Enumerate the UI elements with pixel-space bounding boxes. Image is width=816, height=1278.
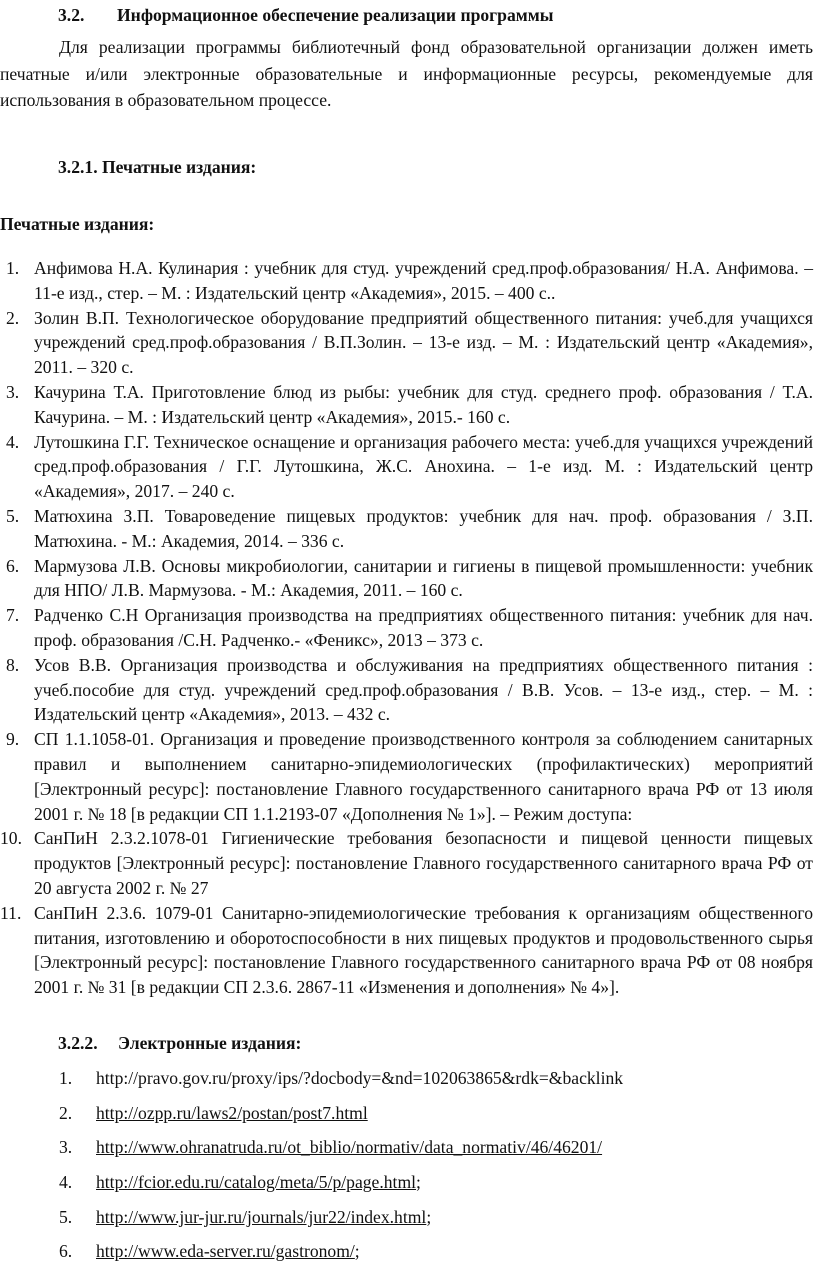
reference-text: Золин В.П. Технологическое оборудование предприятий общественного питания: учеб.для учащихся учреждений сред.проф.образования / В.П.Золин. – 13-е изд. – М. : Издательский центр «Академия», 2011. – 320 с. xyxy=(34,307,813,378)
reference-item xyxy=(0,901,813,1000)
reference-item xyxy=(0,256,813,306)
reference-text: Усов В.В. Организация производства и обслуживания на предприятиях общественного питания : учеб.пособие для студ. учреждений сред.проф.образования / В.В. Усов. – 13-е изд., стер. – М. : Издательский центр «Академия», 2013. – 432 с. xyxy=(34,654,813,725)
link-container xyxy=(96,1239,360,1263)
reference-text: Матюхина З.П. Товароведение пищевых продуктов: учебник для нач. проф. образования / З.П. Матюхина. - М.: Академия, 2014. – 336 с. xyxy=(34,505,813,551)
subsection-printed-title: 3.2.1. Печатные издания: xyxy=(58,157,257,177)
section-title: Информационное обеспечение реализации программы xyxy=(117,5,554,25)
link-container xyxy=(96,1066,623,1090)
reference-number: 11. xyxy=(0,902,22,923)
link-number: 2. xyxy=(59,1102,73,1123)
link-suffix: ; xyxy=(416,1172,421,1193)
reference-item xyxy=(0,306,813,380)
electronic-link[interactable]: http://www.eda-server.ru/gastronom/ xyxy=(96,1241,355,1262)
reference-number: 10. xyxy=(0,828,22,849)
subsection-electronic-title: Электронные издания: xyxy=(118,1033,302,1053)
reference-item xyxy=(0,727,813,826)
reference-number: 7. xyxy=(6,605,20,626)
reference-number: 2. xyxy=(6,307,20,328)
reference-number: 5. xyxy=(6,505,20,526)
printed-heading: Печатные издания: xyxy=(0,214,155,234)
reference-item xyxy=(0,826,813,900)
link-number: 4. xyxy=(59,1172,73,1193)
link-number: 5. xyxy=(59,1206,73,1227)
reference-number: 4. xyxy=(6,431,20,452)
section-number: 3.2. xyxy=(58,5,85,25)
reference-text: СП 1.1.1058-01. Организация и проведение производственного контроля за соблюдением санитарных правил и выполнением санитарно-эпидемиологических (профилактических) мероприятий [Электронный ресурс]: постановление Главного государственного санитарного врача РФ от 13 июля 2001 г. № 18 [в редакции СП 1.1.2193-07 «Дополнения № 1»]. – Режим доступа: xyxy=(34,729,813,824)
link-container xyxy=(96,1170,421,1194)
reference-text: СанПиН 2.3.2.1078-01 Гигиенические требования безопасности и пищевой ценности пищевых продуктов [Электронный ресурс]: постановление Главного государственного санитарного врача РФ от 20 августа 2002 г. № 27 xyxy=(34,828,813,898)
reference-item xyxy=(0,554,813,604)
reference-item xyxy=(0,430,813,504)
link-number: 6. xyxy=(59,1241,73,1262)
link-number: 3. xyxy=(59,1137,73,1158)
electronic-link[interactable]: http://fcior.edu.ru/catalog/meta/5/p/page.html xyxy=(96,1172,417,1193)
reference-item xyxy=(0,653,813,727)
printed-references-list xyxy=(0,256,813,1000)
reference-number: 1. xyxy=(6,258,20,278)
link-container xyxy=(96,1205,431,1229)
electronic-link[interactable]: http://www.jur-jur.ru/journals/jur22/index.html xyxy=(96,1206,427,1227)
reference-text: Анфимова Н.А. Кулинария : учебник для студ. учреждений сред.проф.образования/ Н.А. Анфимова. – 11-е изд., стер. – М. : Издательский центр «Академия», 2015. – 400 с.. xyxy=(34,258,813,303)
reference-number: 9. xyxy=(6,729,20,750)
reference-text: СанПиН 2.3.6. 1079-01 Санитарно-эпидемиологические требования к организациям общественного питания, изготовлению и оборотоспособности в них пищевых продуктов и продовольственного сырья [Электронный ресурс]: постановление Главного государственного санитарного врача РФ от 08 ноября 2001 г. № 31 [в редакции СП 2.3.6. 2867-11 «Изменения и дополнения» № 4»]. xyxy=(34,902,813,998)
reference-number: 8. xyxy=(6,654,20,675)
link-number: 1. xyxy=(59,1068,73,1088)
reference-item xyxy=(0,504,813,554)
reference-item xyxy=(0,380,813,430)
link-suffix: ; xyxy=(426,1206,432,1227)
reference-number: 6. xyxy=(6,555,20,576)
reference-number: 3. xyxy=(6,381,20,402)
link-container xyxy=(96,1135,602,1159)
subsection-electronic-number: 3.2.2. xyxy=(58,1033,98,1053)
reference-item xyxy=(0,603,813,653)
link-container xyxy=(96,1101,368,1125)
reference-text: Качурина Т.А. Приготовление блюд из рыбы: учебник для студ. среднего проф. образования / Т.А. Качурина. – М. : Издательский центр «Академия», 2015.- 160 с. xyxy=(34,381,813,427)
electronic-link[interactable]: http://www.ohranatruda.ru/ot_biblio/normativ/data_normativ/46/46201/ xyxy=(96,1137,603,1158)
reference-text: Лутошкина Г.Г. Техническое оснащение и организация рабочего места: учеб.для учащихся учреждений сред.проф.образования / Г.Г. Лутошкина, Ж.С. Анохина. – 1-е изд. М. : Издательский центр «Академия», 2017. – 240 с. xyxy=(34,431,813,502)
reference-text: Мармузова Л.В. Основы микробиологии, санитарии и гигиены в пищевой промышленности: учебник для НПО/ Л.В. Мармузова. - М.: Академия, 2011. – 160 с. xyxy=(34,555,813,601)
electronic-link[interactable]: http://ozpp.ru/laws2/postan/post7.html xyxy=(96,1102,368,1123)
intro-paragraph: Для реализации программы библиотечный фонд образовательной организации должен иметь печатные и/или электронные образовательные и информационные ресурсы, рекомендуемые для использования в образовательном процессе. xyxy=(0,37,813,110)
electronic-link[interactable]: http://pravo.gov.ru/proxy/ips/?docbody=&nd=102063865&rdk=&backlink xyxy=(96,1068,624,1088)
link-suffix: ; xyxy=(354,1241,360,1262)
reference-text: Радченко С.Н Организация производства на предприятиях общественного питания: учебник для нач. проф. образования /С.Н. Радченко.- «Феникс», 2013 – 373 с. xyxy=(34,605,813,650)
